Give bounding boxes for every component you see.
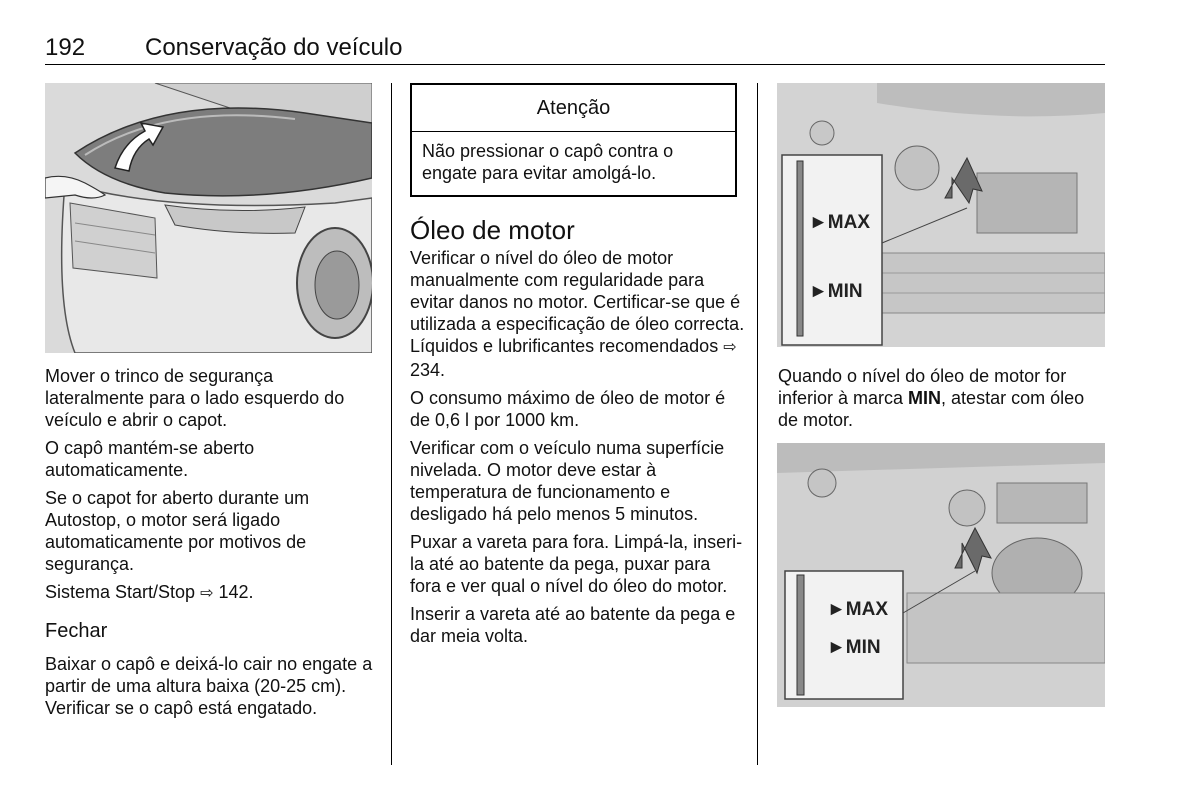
warning-text: Não pressionar o capô contra o engate para evitar amolgá-lo. xyxy=(422,141,674,183)
column-left xyxy=(45,365,375,725)
page-title: Conservação do veículo xyxy=(145,34,403,61)
section-heading: Óleo de motor xyxy=(410,215,575,245)
section-subheading: Fechar xyxy=(45,620,108,642)
paragraph xyxy=(410,247,745,381)
engine-bay-illustration xyxy=(777,443,1105,707)
paragraph-text: Quando o nível do óleo de motor for inferior à marca xyxy=(778,366,1067,408)
page-header xyxy=(45,34,1105,65)
warning-title: Atenção xyxy=(412,85,735,132)
cross-reference-start-stop[interactable] xyxy=(45,581,375,605)
page-reference-icon: ⇨ xyxy=(723,339,737,356)
xref-page: 142. xyxy=(218,582,254,602)
dipstick-max-label: ►MAX xyxy=(809,212,871,233)
car-front-illustration xyxy=(45,83,372,353)
dipstick-min-label: ►MIN xyxy=(809,281,863,302)
paragraph: Inserir a vareta até ao batente da pega e dar meia volta. xyxy=(410,604,736,646)
min-mark-label: MIN xyxy=(908,388,942,408)
paragraph: Mover o trinco de segurança lateralmente para o lado esquerdo do veículo e abrir o capot. xyxy=(45,366,345,430)
page-reference-icon: ⇨ xyxy=(200,585,214,602)
warning-box xyxy=(410,83,737,197)
engine-bay-illustration xyxy=(777,83,1105,347)
dipstick-max-label: ►MAX xyxy=(827,599,889,620)
paragraph xyxy=(778,365,1103,431)
column-middle xyxy=(410,205,745,653)
paragraph: Verificar com o veículo numa superfície nivelada. O motor deve estar à temperatura de funcionamento e desligado há pelo menos 5 minutos. xyxy=(410,438,725,524)
dipstick-figure-2 xyxy=(777,443,1105,707)
dipstick-min-label: ►MIN xyxy=(827,637,881,658)
column-right xyxy=(778,365,1103,437)
paragraph-text: Verificar o nível do óleo de motor manualmente com regularidade para evitar danos no motor. Certificar-se que é utilizada a especificação de óleo correcta. Líquidos e lubrificantes recomendados xyxy=(410,248,745,356)
paragraph: Se o capot for aberto durante um Autostop, o motor será ligado automaticamente por motivos de segurança. xyxy=(45,488,310,574)
paragraph-text: , atestar com óleo de motor. xyxy=(778,388,1085,430)
paragraph: O capô mantém-se aberto automaticamente. xyxy=(45,438,255,480)
paragraph: O consumo máximo de óleo de motor é de 0,6 l por 1000 km. xyxy=(410,388,726,430)
page-number: 192 xyxy=(45,34,86,61)
dipstick-figure-1 xyxy=(777,83,1105,347)
xref-page[interactable]: 234. xyxy=(410,360,446,380)
xref-text: Sistema Start/Stop xyxy=(45,582,196,602)
paragraph: Puxar a vareta para fora. Limpá-la, inseri-la até ao batente da pega, puxar para fora e ver qual o nível do óleo do motor. xyxy=(410,532,743,596)
column-divider-right xyxy=(757,83,758,765)
column-divider-left xyxy=(391,83,392,765)
paragraph: Baixar o capô e deixá-lo cair no engate a partir de uma altura baixa (20-25 cm). Verificar se o capô está engatado. xyxy=(45,654,373,718)
hood-release-figure xyxy=(45,83,372,353)
